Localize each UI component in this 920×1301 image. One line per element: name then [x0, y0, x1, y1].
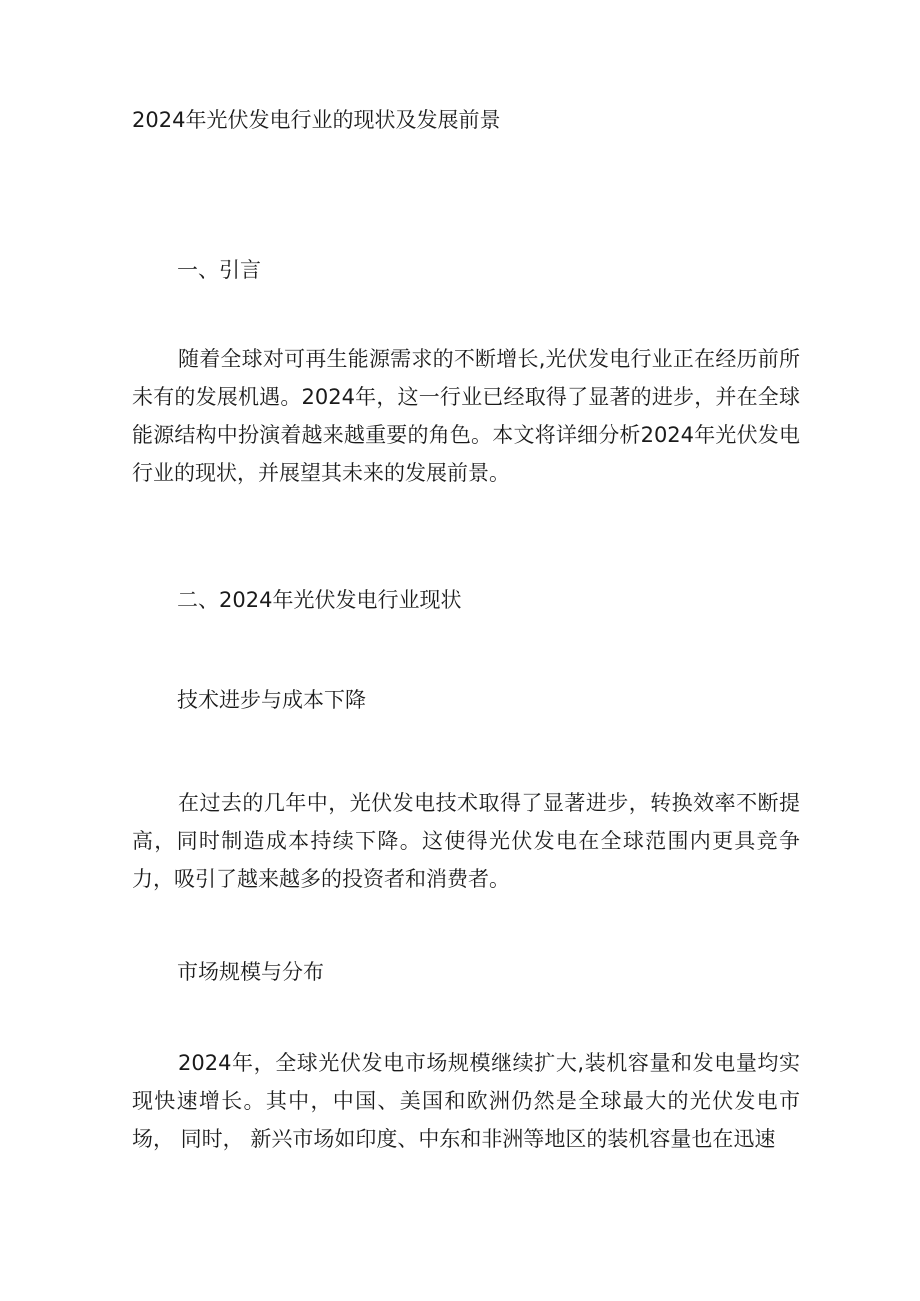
- intro-paragraph: 随着全球对可再生能源需求的不断增长,光伏发电行业正在经历前所未有的发展机遇。2024年，这一行业已经取得了显著的进步，并在全球能源结构中扮演着越来越重要的角色。本文将详细分析2024年光伏发电行业的现状，并展望其未来的发展前景。: [132, 347, 800, 485]
- section-heading-intro: 一、引言: [177, 258, 261, 282]
- section-heading-status: 二、2024年光伏发电行业现状: [177, 588, 462, 612]
- document-title: 2024年光伏发电行业的现状及发展前景: [132, 108, 501, 132]
- technology-paragraph: 在过去的几年中，光伏发电技术取得了显著进步，转换效率不断提高，同时制造成本持续下降。这使得光伏发电在全球范围内更具竞争力，吸引了越来越多的投资者和消费者。: [132, 791, 800, 891]
- subheading-market: 市场规模与分布: [177, 960, 324, 984]
- subheading-technology: 技术进步与成本下降: [177, 688, 366, 712]
- market-paragraph: 2024年，全球光伏发电市场规模继续扩大,装机容量和发电量均实现快速增长。其中，中国、美国和欧洲仍然是全球最大的光伏发电市场， 同时， 新兴市场如印度、中东和非洲等地区的装机容量也在迅速: [132, 1051, 800, 1151]
